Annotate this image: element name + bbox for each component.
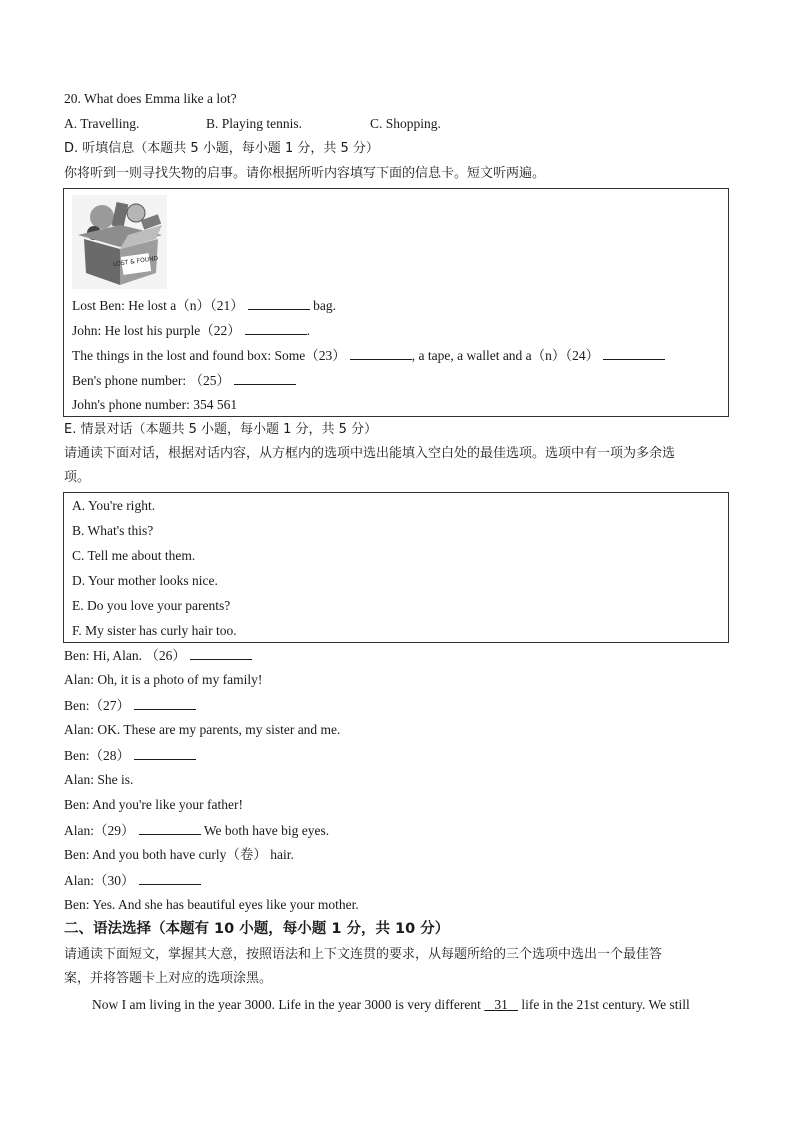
- dialogue-text: Ben:（27）: [64, 698, 130, 713]
- dialogue-line-26: [64, 646, 252, 665]
- section-d-instruction: 你将听到一则寻找失物的启事。请你根据所听内容填写下面的信息卡。短文听两遍。: [64, 166, 546, 181]
- blank-31-number: 31: [494, 997, 508, 1012]
- line-22-after: .: [306, 323, 311, 338]
- section-e-instruction-1: 请通读下面对话，根据对话内容，从方框内的选项中选出能填入空白处的最佳选项。选项中有一项为多余选: [64, 446, 676, 461]
- option-e-d: D. Your mother looks nice.: [72, 573, 218, 588]
- line-24-label: , a tape, a wallet and a（n）（24）: [411, 348, 600, 363]
- option-b: B. Playing tennis.: [206, 116, 303, 131]
- dialogue-line: Ben: And you're like your father!: [64, 797, 244, 812]
- grammar-instruction-2: 案，并将答题卡上对应的选项涂黑。: [64, 971, 273, 986]
- dialogue-text: Alan:（29）: [64, 823, 135, 838]
- dialogue-text: Ben:（28）: [64, 748, 130, 763]
- option-e-c: C. Tell me about them.: [72, 548, 196, 563]
- info-line-john-phone: John's phone number: 354 561: [72, 397, 238, 412]
- blank-21[interactable]: [248, 296, 310, 310]
- question-20: 20. What does Emma like a lot?: [64, 91, 237, 106]
- dialogue-line-29: [64, 821, 329, 840]
- info-line-25: [72, 371, 296, 390]
- dialogue-line-30: [64, 871, 201, 890]
- blank-29[interactable]: [139, 821, 201, 835]
- info-line-22: [72, 321, 310, 340]
- options-box: [63, 492, 729, 643]
- section-e-instruction-2: 项。: [64, 470, 91, 485]
- option-c: C. Shopping.: [370, 116, 441, 131]
- blank-24[interactable]: [603, 346, 665, 360]
- option-e-e: E. Do you love your parents?: [72, 598, 231, 613]
- passage-text-continued: life in the 21st century. We still: [521, 997, 690, 1012]
- dialogue-line: Ben: And you both have curly（卷） hair.: [64, 847, 294, 862]
- passage-text: Now I am living in the year 3000. Life in the year 3000 is very different: [92, 997, 481, 1012]
- dialogue-line: Alan: OK. These are my parents, my sister and me.: [64, 722, 341, 737]
- dialogue-after: We both have big eyes.: [203, 823, 330, 838]
- line-23-label: The things in the lost and found box: Some（23）: [72, 348, 346, 363]
- option-e-f: F. My sister has curly hair too.: [72, 623, 237, 638]
- option-e-b: B. What's this?: [72, 523, 154, 538]
- blank-22[interactable]: [245, 321, 307, 335]
- lost-found-sign: LOST & FOUND: [112, 254, 159, 269]
- line-21-label: Lost Ben: He lost a（n）（21）: [72, 298, 244, 313]
- dialogue-line-28: [64, 746, 196, 765]
- dialogue-text: Alan:（30）: [64, 873, 135, 888]
- option-a: A. Travelling.: [64, 116, 140, 131]
- grammar-heading: 二、语法选择（本题有 10 小题，每小题 1 分，共 10 分）: [64, 921, 450, 937]
- blank-26[interactable]: [190, 646, 252, 660]
- blank-23[interactable]: [350, 346, 412, 360]
- grammar-passage-line: [92, 996, 690, 1014]
- dialogue-text: Ben: Hi, Alan. （26）: [64, 648, 186, 663]
- info-card-box: [63, 188, 729, 417]
- option-e-a: A. You're right.: [72, 498, 156, 513]
- blank-27[interactable]: [134, 696, 196, 710]
- line-25-label: Ben's phone number: （25）: [72, 373, 231, 388]
- blank-25[interactable]: [234, 371, 296, 385]
- line-22-label: John: He lost his purple（22）: [72, 323, 241, 338]
- dialogue-line: Ben: Yes. And she has beautiful eyes like your mother.: [64, 897, 359, 912]
- grammar-instruction-1: 请通读下面短文，掌握其大意，按照语法和上下文连贯的要求，从每题所给的三个选项中选出一个最佳答: [64, 947, 663, 962]
- section-e-heading: E. 情景对话（本题共 5 小题，每小题 1 分，共 5 分）: [64, 422, 378, 437]
- blank-28[interactable]: [134, 746, 196, 760]
- blank-31[interactable]: [484, 997, 518, 1012]
- info-line-23-24: [72, 346, 665, 365]
- line-21-after: bag.: [313, 298, 336, 313]
- section-d-heading: D. 听填信息（本题共 5 小题，每小题 1 分，共 5 分）: [64, 141, 379, 156]
- dialogue-line: Alan: She is.: [64, 772, 134, 787]
- blank-30[interactable]: [139, 871, 201, 885]
- dialogue-line-27: [64, 696, 196, 715]
- dialogue-line: Alan: Oh, it is a photo of my family!: [64, 672, 263, 687]
- info-line-21: [72, 296, 336, 315]
- lost-and-found-box-image: [72, 195, 167, 289]
